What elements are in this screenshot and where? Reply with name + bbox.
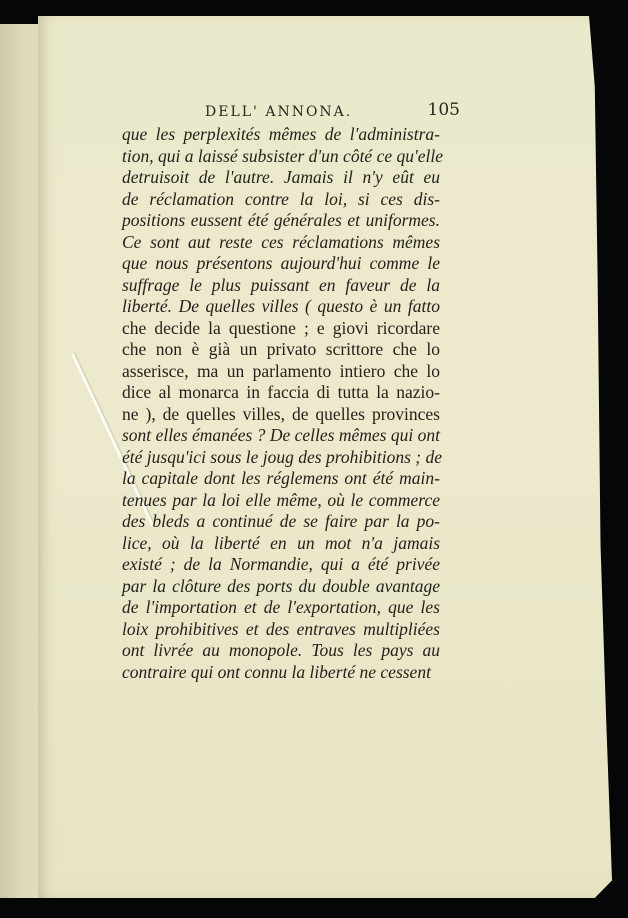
text-line: la capitale dont les réglemens ont été main- <box>122 468 440 488</box>
text-line: sont elles émanées ? De celles mêmes qui ont <box>122 425 440 445</box>
text-line: che non è già un privato scrittore che lo <box>122 339 440 359</box>
text-line: detruisoit de l'autre. Jamais il n'y eût eu <box>122 167 440 187</box>
text-line: par la clôture des ports du double avantage <box>122 575 440 596</box>
text-line: che decide la questione ; e giovi ricordare <box>122 317 440 338</box>
text-line: ont livrée au monopole. Tous les pays au <box>122 640 440 660</box>
text-line: de l'importation et de l'exportation, que les <box>122 597 440 617</box>
text-line: dice al monarca in faccia di tutta la nazio- <box>122 382 440 402</box>
text-line: Ce sont aut reste ces réclamations mêmes <box>122 231 440 252</box>
text-line: liberté. De quelles villes ( questo è un fatto <box>122 296 440 316</box>
text-line: que les perplexités mêmes de l'administra- <box>122 124 440 144</box>
text-line: contraire qui ont connu la liberté ne cessent <box>122 661 431 682</box>
text-line: lice, où la liberté en un mot n'a jamais <box>122 532 440 553</box>
text-line: des bleds a continué de se faire par la po- <box>122 511 440 531</box>
text-line: asserisce, ma un parlamento intiero che lo <box>122 360 440 381</box>
text-line: de réclamation contre la loi, si ces dis- <box>122 188 440 209</box>
text-line: loix prohibitives et des entraves multipliées <box>122 618 440 639</box>
text-line: existé ; de la Normandie, qui a été privée <box>122 554 440 574</box>
page-number: 105 <box>427 100 460 120</box>
text-line: tenues par la loi elle même, où le commerce <box>122 489 440 510</box>
text-line: que nous présentons aujourd'hui comme le <box>122 253 440 273</box>
text-line: tion, qui a laissé subsister d'un côté ce qu'elle <box>122 145 443 166</box>
text-line: positions eussent été générales et uniformes. <box>122 210 440 230</box>
running-head: DELL' ANNONA. <box>205 104 353 120</box>
page-header <box>205 100 460 126</box>
body-text <box>122 124 443 683</box>
text-line: ne ), de quelles villes, de quelles provinces <box>122 403 440 424</box>
text-line: suffrage le plus puissant en faveur de la <box>122 274 440 295</box>
text-line: été jusqu'ici sous le joug des prohibitions ; de <box>122 446 443 467</box>
